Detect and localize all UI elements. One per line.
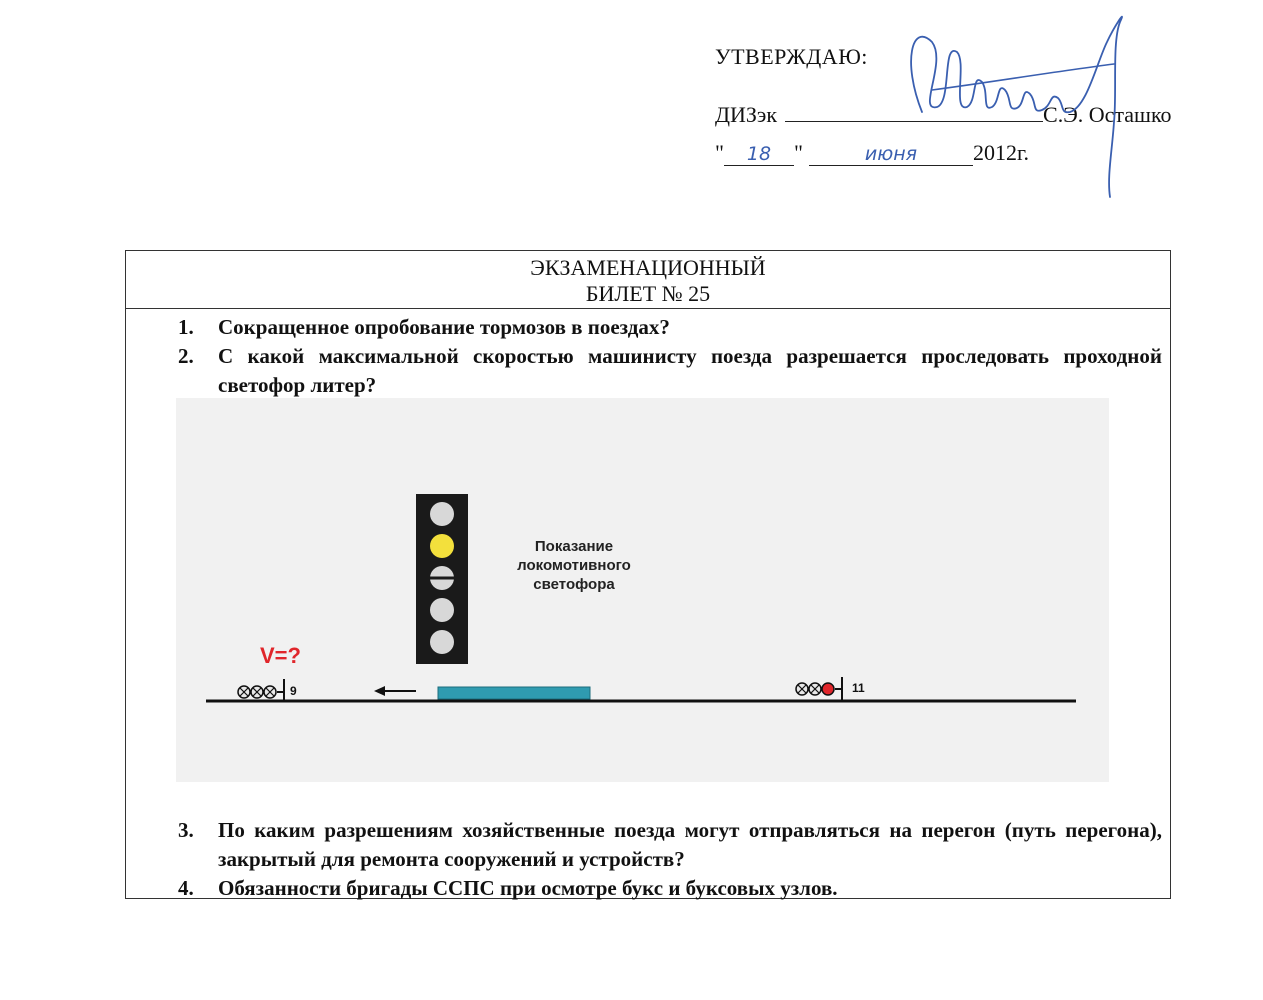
question-1 <box>178 313 1162 342</box>
signal-diagram <box>176 398 1109 782</box>
signal-lamp-off <box>430 598 454 622</box>
caption-line: светофора <box>533 576 615 593</box>
question-2 <box>178 342 1162 400</box>
exam-ticket <box>125 250 1171 899</box>
question-text: Обязанности бригады ССПС при осмотре букс и буксовых узлов. <box>218 876 838 900</box>
caption-line: локомотивного <box>517 557 631 574</box>
ticket-title: ЭКЗАМЕНАЦИОННЫЙ <box>530 255 766 280</box>
date-day: 18 <box>746 143 772 165</box>
handwritten-signature <box>892 2 1142 202</box>
signal-11-label: 11 <box>852 681 865 695</box>
date-month: июня <box>864 143 918 165</box>
train <box>438 687 590 699</box>
quote-open: " <box>715 140 724 165</box>
approval-name: С.Э. Осташко <box>1043 102 1172 127</box>
question-3 <box>178 816 1162 874</box>
approval-position: ДИЗэк <box>715 102 778 127</box>
locomotive-signal-caption <box>494 537 654 594</box>
ticket-header <box>126 251 1170 309</box>
direction-arrow-head <box>374 686 385 696</box>
question-text: Сокращенное опробование тормозов в поездах? <box>218 315 670 339</box>
speed-question-label: V=? <box>260 643 301 668</box>
question-number: 4. <box>178 876 194 900</box>
question-number: 2. <box>178 344 194 368</box>
approval-block <box>0 0 1263 220</box>
signal-lamp-off <box>430 630 454 654</box>
approval-title: УТВЕРЖДАЮ: <box>715 44 868 69</box>
quote-close: " <box>793 140 803 165</box>
ticket-number: БИЛЕТ № 25 <box>585 281 711 306</box>
question-number: 3. <box>178 818 194 842</box>
date-year: 2012г. <box>972 140 1030 165</box>
question-text: По каким разрешениям хозяйственные поезда могут отправляться на перегон (путь перегона), закрытый для ремонта сооружений и устройств? <box>218 818 1162 871</box>
signal-lamp-yellow <box>430 534 454 558</box>
signal-lamp-off <box>430 502 454 526</box>
date-day-blank <box>724 142 794 166</box>
question-4 <box>178 874 1162 903</box>
question-number: 1. <box>178 315 194 339</box>
question-text: С какой максимальной скоростью машинисту поезда разрешается проследовать проходной светофор литер? <box>218 344 1162 397</box>
caption-line: Показание <box>534 538 614 555</box>
signal-9-label: 9 <box>290 684 297 698</box>
